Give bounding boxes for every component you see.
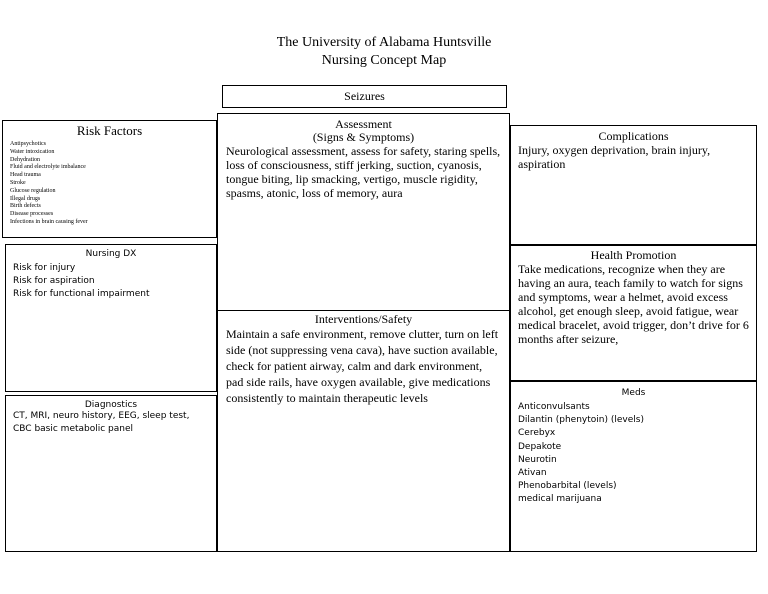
map-subtitle: Nursing Concept Map	[321, 53, 447, 68]
list-item: Head trauma	[10, 172, 41, 179]
list-item: Water intoxication	[10, 148, 55, 155]
list-item: Fluid and electrolyte imbalance	[10, 164, 86, 171]
list-item: Disease processes	[10, 211, 54, 218]
interventions-body: Maintain a safe environment, remove clutter, turn on left side (not suppressing vena cava), have suction available, check for patient airway, calm and dark environment, pad side rails, have oxygen available, give medications consistently to maintain therapeutic levels	[226, 327, 499, 405]
list-item: Risk for aspiration	[13, 276, 95, 286]
complications-box	[510, 125, 757, 245]
list-item: Glucose regulation	[10, 187, 56, 194]
nursing-dx-box	[5, 244, 217, 392]
list-item: Illegal drugs	[10, 195, 41, 202]
interventions-title: Interventions/Safety	[314, 312, 413, 326]
nursing-dx-title: Nursing DX	[85, 249, 137, 259]
assessment-body: Neurological assessment, assess for safety, staring spells, loss of consciousness, stiff jerking, suction, cyanosis, tongue biting, lip smacking, vertigo, muscle rigidity, spasms, atonic, loss of memory, aura	[226, 144, 501, 200]
list-item: Risk for injury	[13, 263, 76, 273]
list-item: Cerebyx	[518, 428, 556, 439]
list-item: Stroke	[10, 179, 26, 186]
meds-title: Meds	[621, 388, 646, 398]
document-header	[0, 34, 768, 70]
list-item: Depakote	[518, 441, 562, 452]
list-item: Dehydration	[10, 156, 40, 163]
topic-box	[222, 85, 507, 108]
diagnostics-box	[5, 395, 217, 552]
nursing-dx-list	[13, 262, 216, 301]
interventions-box	[217, 310, 510, 552]
list-item: Neurotin	[518, 454, 557, 465]
list-item: Dilantin (phenytoin) (levels)	[518, 415, 644, 426]
diagnostics-title: Diagnostics	[84, 400, 138, 410]
health-promotion-title: Health Promotion	[590, 248, 677, 262]
diagnostics-body: CT, MRI, neuro history, EEG, sleep test, CBC basic metabolic panel	[13, 411, 190, 434]
complications-title: Complications	[598, 129, 669, 143]
list-item: Phenobarbital (levels)	[518, 481, 617, 492]
list-item: Infections in brain causing fever	[10, 218, 88, 225]
list-item: Ativan	[518, 468, 547, 479]
risk-factors-list	[10, 141, 216, 227]
health-promotion-box	[510, 245, 757, 381]
list-item: Antipsychotics	[10, 141, 46, 147]
list-item: Risk for functional impairment	[13, 289, 150, 299]
list-item: Anticonvulsants	[518, 402, 590, 412]
list-item: medical marijuana	[518, 494, 602, 505]
assessment-subtitle: (Signs & Symptoms)	[312, 130, 415, 144]
meds-box	[510, 381, 757, 552]
assessment-box	[217, 113, 510, 310]
meds-list	[518, 401, 756, 507]
risk-factors-box	[2, 120, 217, 238]
university-name: The University of Alabama Huntsville	[276, 35, 492, 50]
assessment-title: Assessment	[335, 117, 392, 131]
risk-factors-title: Risk Factors	[76, 123, 143, 138]
complications-body: Injury, oxygen deprivation, brain injury, aspiration	[518, 143, 711, 171]
list-item: Birth defects	[10, 203, 41, 210]
health-promotion-body: Take medications, recognize when they are having an aura, teach family to watch for signs and symptoms, wear a helmet, avoid excess alcohol, get enough sleep, avoid fatigue, wear medical bracelet, avoid trigger, don’t drive for 6 months after seizure,	[518, 262, 749, 346]
topic-label: Seizures	[344, 89, 385, 103]
